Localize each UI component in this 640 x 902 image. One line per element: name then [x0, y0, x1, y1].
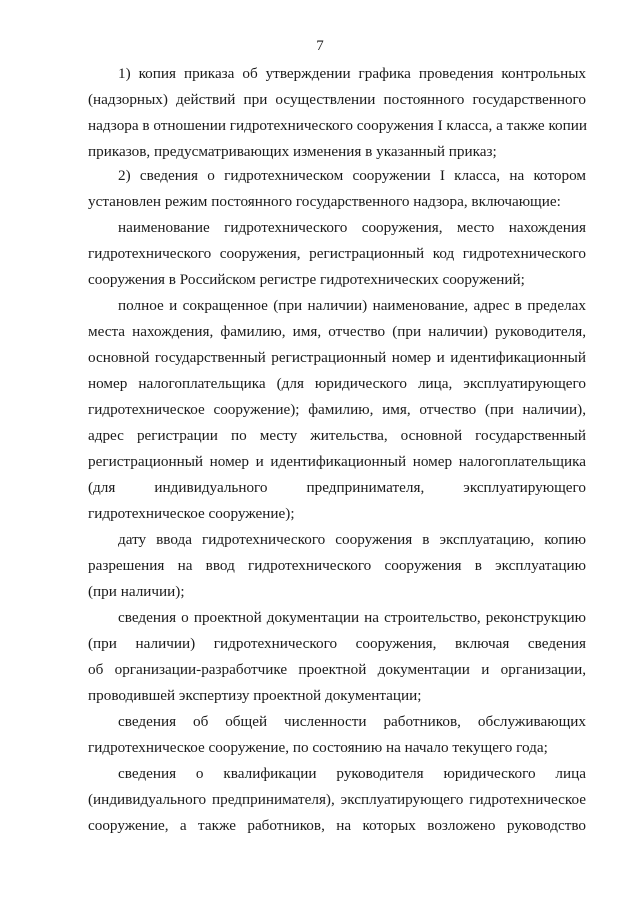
- text-line: сооружения в Российском регистре гидротехнических сооружений;: [88, 271, 525, 288]
- text-line: 2) сведения о гидротехническом сооружении I класса, на котором: [118, 167, 586, 184]
- text-line: гидротехническое сооружение, по состоянию на начало текущего года;: [88, 739, 548, 756]
- text-line: (для индивидуального предпринимателя, эксплуатирующего: [88, 479, 586, 496]
- text-line: полное и сокращенное (при наличии) наименование, адрес в пределах: [118, 297, 586, 314]
- text-line: сооружение, а также работников, на которых возложено руководство: [88, 817, 586, 834]
- text-line: (при наличии);: [88, 583, 185, 600]
- text-line: установлен режим постоянного государственного надзора, включающие:: [88, 193, 561, 210]
- text-line: места нахождения, фамилию, имя, отчество (при наличии) руководителя,: [88, 323, 586, 340]
- text-line: гидротехническое сооружение);: [88, 505, 295, 522]
- text-line: сведения о проектной документации на строительство, реконструкцию: [118, 609, 586, 626]
- text-line: гидротехнического сооружения, регистрационный код гидротехнического: [88, 245, 586, 262]
- text-line: (индивидуального предпринимателя), эксплуатирующего гидротехническое: [88, 791, 586, 808]
- text-line: основной государственный регистрационный номер и идентификационный: [88, 349, 586, 366]
- text-line: сведения об общей численности работников, обслуживающих: [118, 713, 586, 730]
- text-line: разрешения на ввод гидротехнического сооружения в эксплуатацию: [88, 557, 586, 574]
- text-line: 1) копия приказа об утверждении графика проведения контрольных: [118, 65, 586, 82]
- text-line: об организации-разработчике проектной документации и организации,: [88, 661, 586, 678]
- text-line: сведения о квалификации руководителя юридического лица: [118, 765, 586, 782]
- text-line: номер налогоплательщика (для юридического лица, эксплуатирующего: [88, 375, 586, 392]
- text-line: адрес регистрации по месту жительства, основной государственный: [88, 427, 586, 444]
- text-line: наименование гидротехнического сооружения, место нахождения: [118, 219, 586, 236]
- text-line: регистрационный номер и идентификационный номер налогоплательщика: [88, 453, 586, 470]
- text-line: (надзорных) действий при осуществлении постоянного государственного: [88, 91, 586, 108]
- text-line: надзора в отношении гидротехнического сооружения I класса, а также копии: [88, 117, 588, 134]
- page-number: 7: [316, 38, 324, 54]
- text-line: дату ввода гидротехнического сооружения в эксплуатацию, копию: [118, 531, 586, 548]
- text-line: приказов, предусматривающих изменения в указанный приказ;: [88, 143, 497, 160]
- text-line: гидротехническое сооружение); фамилию, имя, отчество (при наличии),: [88, 401, 586, 418]
- text-line: проводившей экспертизу проектной документации;: [88, 687, 422, 704]
- text-line: (при наличии) гидротехнического сооружения, включая сведения: [88, 635, 586, 652]
